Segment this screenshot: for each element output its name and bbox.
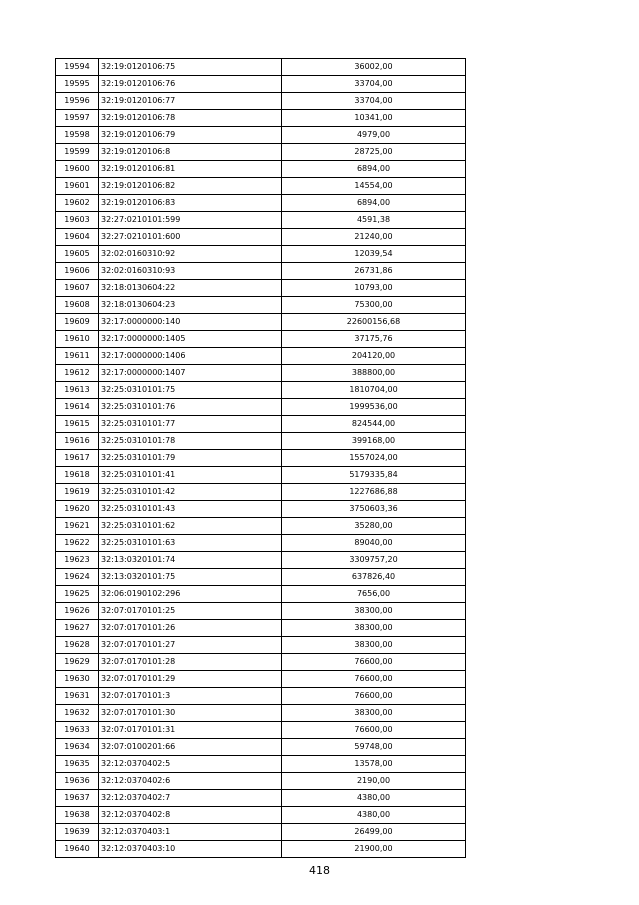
value-cell: 14554,00 [282,178,466,195]
table-row [56,518,466,535]
row-number-cell: 19634 [56,739,99,756]
value-cell: 3750603,36 [282,501,466,518]
cadastral-number-cell: 32:13:0320101:75 [99,569,282,586]
cadastral-number-cell: 32:18:0130604:22 [99,280,282,297]
cadastral-number-cell: 32:25:0310101:76 [99,399,282,416]
row-number-cell: 19621 [56,518,99,535]
row-number-cell: 19610 [56,331,99,348]
value-cell: 37175,76 [282,331,466,348]
row-number-cell: 19601 [56,178,99,195]
cadastral-number-cell: 32:02:0160310:93 [99,263,282,280]
row-number-cell: 19627 [56,620,99,637]
row-number-cell: 19631 [56,688,99,705]
row-number-cell: 19607 [56,280,99,297]
table-row [56,76,466,93]
cadastral-number-cell: 32:07:0170101:25 [99,603,282,620]
row-number-cell: 19619 [56,484,99,501]
cadastral-number-cell: 32:25:0310101:42 [99,484,282,501]
row-number-cell: 19608 [56,297,99,314]
value-cell: 26499,00 [282,824,466,841]
row-number-cell: 19622 [56,535,99,552]
row-number-cell: 19609 [56,314,99,331]
table-row [56,484,466,501]
value-cell: 22600156,68 [282,314,466,331]
row-number-cell: 19626 [56,603,99,620]
value-cell: 76600,00 [282,722,466,739]
table-row [56,195,466,212]
cadastral-number-cell: 32:25:0310101:78 [99,433,282,450]
value-cell: 5179335,84 [282,467,466,484]
value-cell: 36002,00 [282,59,466,76]
value-cell: 4591,38 [282,212,466,229]
table-row [56,637,466,654]
cadastral-number-cell: 32:25:0310101:62 [99,518,282,535]
value-cell: 21240,00 [282,229,466,246]
cadastral-number-cell: 32:07:0170101:26 [99,620,282,637]
records-table [55,58,466,858]
value-cell: 6894,00 [282,161,466,178]
table-row [56,535,466,552]
table-row [56,467,466,484]
value-cell: 33704,00 [282,93,466,110]
table-row [56,722,466,739]
row-number-cell: 19640 [56,841,99,858]
cadastral-number-cell: 32:25:0310101:63 [99,535,282,552]
value-cell: 824544,00 [282,416,466,433]
table-row [56,739,466,756]
table-row [56,314,466,331]
value-cell: 59748,00 [282,739,466,756]
value-cell: 2190,00 [282,773,466,790]
table-row [56,705,466,722]
cadastral-number-cell: 32:07:0170101:27 [99,637,282,654]
cadastral-number-cell: 32:07:0170101:30 [99,705,282,722]
row-number-cell: 19620 [56,501,99,518]
row-number-cell: 19605 [56,246,99,263]
cadastral-number-cell: 32:13:0320101:74 [99,552,282,569]
value-cell: 10341,00 [282,110,466,127]
value-cell: 38300,00 [282,620,466,637]
cadastral-number-cell: 32:17:0000000:140 [99,314,282,331]
cadastral-number-cell: 32:19:0120106:79 [99,127,282,144]
table-row [56,59,466,76]
row-number-cell: 19612 [56,365,99,382]
value-cell: 28725,00 [282,144,466,161]
row-number-cell: 19604 [56,229,99,246]
cadastral-number-cell: 32:07:0100201:66 [99,739,282,756]
table-row [56,416,466,433]
row-number-cell: 19624 [56,569,99,586]
row-number-cell: 19613 [56,382,99,399]
table-row [56,229,466,246]
table-row [56,212,466,229]
cadastral-number-cell: 32:12:0370402:7 [99,790,282,807]
table-row [56,569,466,586]
row-number-cell: 19603 [56,212,99,229]
table-row [56,110,466,127]
value-cell: 35280,00 [282,518,466,535]
row-number-cell: 19602 [56,195,99,212]
value-cell: 4380,00 [282,790,466,807]
value-cell: 21900,00 [282,841,466,858]
table-row [56,127,466,144]
cadastral-number-cell: 32:19:0120106:76 [99,76,282,93]
table-row [56,93,466,110]
value-cell: 76600,00 [282,688,466,705]
row-number-cell: 19611 [56,348,99,365]
table-row [56,382,466,399]
cadastral-number-cell: 32:25:0310101:43 [99,501,282,518]
row-number-cell: 19635 [56,756,99,773]
table-row [56,756,466,773]
value-cell: 38300,00 [282,637,466,654]
row-number-cell: 19639 [56,824,99,841]
cadastral-number-cell: 32:06:0190102:296 [99,586,282,603]
row-number-cell: 19617 [56,450,99,467]
value-cell: 6894,00 [282,195,466,212]
value-cell: 637826,40 [282,569,466,586]
cadastral-number-cell: 32:07:0170101:31 [99,722,282,739]
value-cell: 13578,00 [282,756,466,773]
cadastral-number-cell: 32:02:0160310:92 [99,246,282,263]
value-cell: 26731,86 [282,263,466,280]
table-row [56,246,466,263]
row-number-cell: 19623 [56,552,99,569]
value-cell: 10793,00 [282,280,466,297]
row-number-cell: 19625 [56,586,99,603]
cadastral-number-cell: 32:19:0120106:8 [99,144,282,161]
value-cell: 38300,00 [282,705,466,722]
table-row [56,688,466,705]
value-cell: 38300,00 [282,603,466,620]
row-number-cell: 19628 [56,637,99,654]
table-row [56,297,466,314]
page-number: 418 [309,864,330,877]
table-row [56,280,466,297]
value-cell: 33704,00 [282,76,466,93]
value-cell: 204120,00 [282,348,466,365]
table-row [56,178,466,195]
cadastral-number-cell: 32:18:0130604:23 [99,297,282,314]
row-number-cell: 19615 [56,416,99,433]
table-row [56,603,466,620]
row-number-cell: 19596 [56,93,99,110]
value-cell: 1810704,00 [282,382,466,399]
row-number-cell: 19633 [56,722,99,739]
cadastral-number-cell: 32:25:0310101:79 [99,450,282,467]
cadastral-number-cell: 32:19:0120106:77 [99,93,282,110]
table-row [56,331,466,348]
table-row [56,399,466,416]
cadastral-number-cell: 32:12:0370403:1 [99,824,282,841]
row-number-cell: 19638 [56,807,99,824]
row-number-cell: 19600 [56,161,99,178]
value-cell: 89040,00 [282,535,466,552]
value-cell: 4979,00 [282,127,466,144]
table-row [56,841,466,858]
row-number-cell: 19595 [56,76,99,93]
value-cell: 1999536,00 [282,399,466,416]
cadastral-number-cell: 32:19:0120106:75 [99,59,282,76]
table-row [56,144,466,161]
row-number-cell: 19598 [56,127,99,144]
table-row [56,263,466,280]
row-number-cell: 19632 [56,705,99,722]
row-number-cell: 19599 [56,144,99,161]
table-row [56,807,466,824]
value-cell: 4380,00 [282,807,466,824]
cadastral-number-cell: 32:27:0210101:599 [99,212,282,229]
cadastral-number-cell: 32:25:0310101:75 [99,382,282,399]
value-cell: 3309757,20 [282,552,466,569]
value-cell: 388800,00 [282,365,466,382]
row-number-cell: 19594 [56,59,99,76]
cadastral-number-cell: 32:07:0170101:3 [99,688,282,705]
table-row [56,365,466,382]
cadastral-number-cell: 32:12:0370402:8 [99,807,282,824]
table-row [56,586,466,603]
table-row [56,433,466,450]
value-cell: 76600,00 [282,654,466,671]
value-cell: 76600,00 [282,671,466,688]
table-row [56,773,466,790]
row-number-cell: 19614 [56,399,99,416]
value-cell: 1557024,00 [282,450,466,467]
table-row [56,620,466,637]
cadastral-number-cell: 32:17:0000000:1407 [99,365,282,382]
cadastral-number-cell: 32:12:0370402:6 [99,773,282,790]
table-row [56,161,466,178]
table-row [56,654,466,671]
value-cell: 75300,00 [282,297,466,314]
row-number-cell: 19630 [56,671,99,688]
cadastral-number-cell: 32:12:0370403:10 [99,841,282,858]
table-row [56,348,466,365]
records-table-body [56,59,466,858]
cadastral-number-cell: 32:19:0120106:78 [99,110,282,127]
value-cell: 12039,54 [282,246,466,263]
table-row [56,552,466,569]
cadastral-number-cell: 32:25:0310101:41 [99,467,282,484]
cadastral-number-cell: 32:27:0210101:600 [99,229,282,246]
value-cell: 399168,00 [282,433,466,450]
cadastral-number-cell: 32:07:0170101:29 [99,671,282,688]
value-cell: 1227686,88 [282,484,466,501]
cadastral-number-cell: 32:12:0370402:5 [99,756,282,773]
row-number-cell: 19637 [56,790,99,807]
table-row [56,450,466,467]
cadastral-number-cell: 32:17:0000000:1406 [99,348,282,365]
table-row [56,790,466,807]
row-number-cell: 19618 [56,467,99,484]
row-number-cell: 19636 [56,773,99,790]
table-row [56,501,466,518]
cadastral-number-cell: 32:07:0170101:28 [99,654,282,671]
row-number-cell: 19606 [56,263,99,280]
cadastral-number-cell: 32:17:0000000:1405 [99,331,282,348]
row-number-cell: 19597 [56,110,99,127]
cadastral-number-cell: 32:25:0310101:77 [99,416,282,433]
cadastral-number-cell: 32:19:0120106:83 [99,195,282,212]
cadastral-number-cell: 32:19:0120106:81 [99,161,282,178]
cadastral-number-cell: 32:19:0120106:82 [99,178,282,195]
table-row [56,671,466,688]
table-row [56,824,466,841]
row-number-cell: 19629 [56,654,99,671]
value-cell: 7656,00 [282,586,466,603]
row-number-cell: 19616 [56,433,99,450]
